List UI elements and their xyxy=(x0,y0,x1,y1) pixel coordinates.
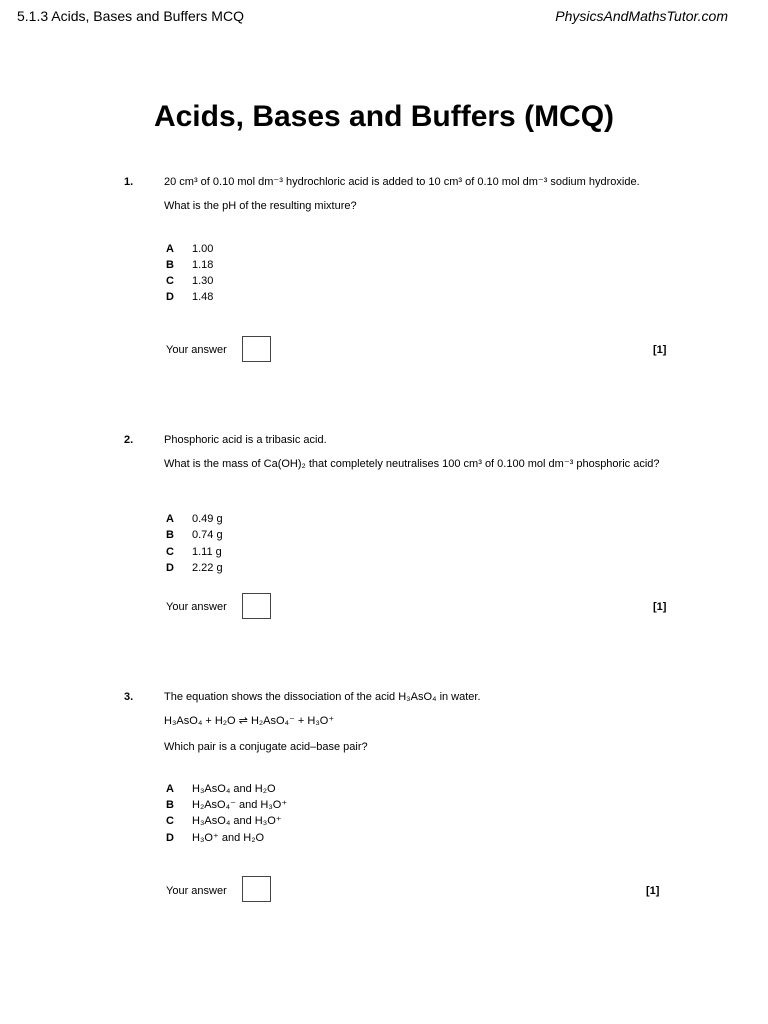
page-title: Acids, Bases and Buffers (MCQ) xyxy=(153,100,615,133)
option-text: 0.74 g xyxy=(192,529,223,541)
answer-box[interactable] xyxy=(242,336,271,362)
question-number: 2. xyxy=(124,434,134,446)
option-b[interactable] xyxy=(166,528,223,542)
option-text: 1.00 xyxy=(192,243,214,255)
question-number: 1. xyxy=(124,176,134,188)
option-text: 1.18 xyxy=(192,259,214,271)
question-prompt: Which pair is a conjugate acid–base pair? xyxy=(164,741,368,753)
option-a[interactable] xyxy=(166,512,223,526)
option-letter: D xyxy=(166,291,174,303)
marks-label: [1] xyxy=(653,601,667,613)
question-stem: Phosphoric acid is a tribasic acid. xyxy=(164,434,327,446)
question-prompt: What is the mass of Ca(OH)₂ that completely neutralises 100 cm³ of 0.100 mol dm⁻³ phosphoric acid? xyxy=(164,458,660,470)
option-a[interactable] xyxy=(166,782,276,796)
option-letter: C xyxy=(166,815,174,827)
option-letter: A xyxy=(166,513,174,525)
option-d[interactable] xyxy=(166,561,223,575)
option-letter: C xyxy=(166,546,174,558)
option-text: H₃O⁺ and H₂O xyxy=(192,832,265,844)
option-letter: D xyxy=(166,832,174,844)
header-right-text: PhysicsAndMathsTutor.com xyxy=(555,8,728,24)
answer-label: Your answer xyxy=(166,344,227,356)
answer-label: Your answer xyxy=(166,885,227,897)
question-stem: The equation shows the dissociation of the acid H₃AsO₄ in water. xyxy=(164,691,481,703)
option-letter: B xyxy=(166,799,174,811)
option-c[interactable] xyxy=(166,274,213,288)
option-text: H₃AsO₄ and H₂O xyxy=(192,783,276,795)
option-letter: A xyxy=(166,243,174,255)
answer-label: Your answer xyxy=(166,601,227,613)
option-text: 1.30 xyxy=(192,275,214,287)
option-a[interactable] xyxy=(166,242,213,256)
marks-label: [1] xyxy=(646,885,660,897)
option-b[interactable] xyxy=(166,798,287,812)
answer-box[interactable] xyxy=(242,593,271,619)
option-text: H₃AsO₄ and H₃O⁺ xyxy=(192,815,282,827)
option-text: H₂AsO₄⁻ and H₃O⁺ xyxy=(192,799,288,811)
option-letter: B xyxy=(166,259,174,271)
answer-box[interactable] xyxy=(242,876,271,902)
option-d[interactable] xyxy=(166,290,213,304)
option-letter: D xyxy=(166,562,174,574)
marks-label: [1] xyxy=(653,344,667,356)
question-stem: 20 cm³ of 0.10 mol dm⁻³ hydrochloric acid is added to 10 cm³ of 0.10 mol dm⁻³ sodium hydroxide. xyxy=(164,176,640,188)
equation: H₃AsO₄ + H₂O ⇌ H₂AsO₄⁻ + H₃O⁺ xyxy=(164,715,335,727)
question-number: 3. xyxy=(124,691,134,703)
question-prompt: What is the pH of the resulting mixture? xyxy=(164,200,357,212)
option-c[interactable] xyxy=(166,814,282,828)
option-c[interactable] xyxy=(166,545,222,559)
option-letter: C xyxy=(166,275,174,287)
option-text: 0.49 g xyxy=(192,513,223,525)
header-left-text: 5.1.3 Acids, Bases and Buffers MCQ xyxy=(17,8,244,24)
option-d[interactable] xyxy=(166,831,264,845)
option-text: 1.48 xyxy=(192,291,214,303)
option-text: 2.22 g xyxy=(192,562,223,574)
option-letter: B xyxy=(166,529,174,541)
option-b[interactable] xyxy=(166,258,213,272)
option-letter: A xyxy=(166,783,174,795)
option-text: 1.11 g xyxy=(192,546,222,558)
